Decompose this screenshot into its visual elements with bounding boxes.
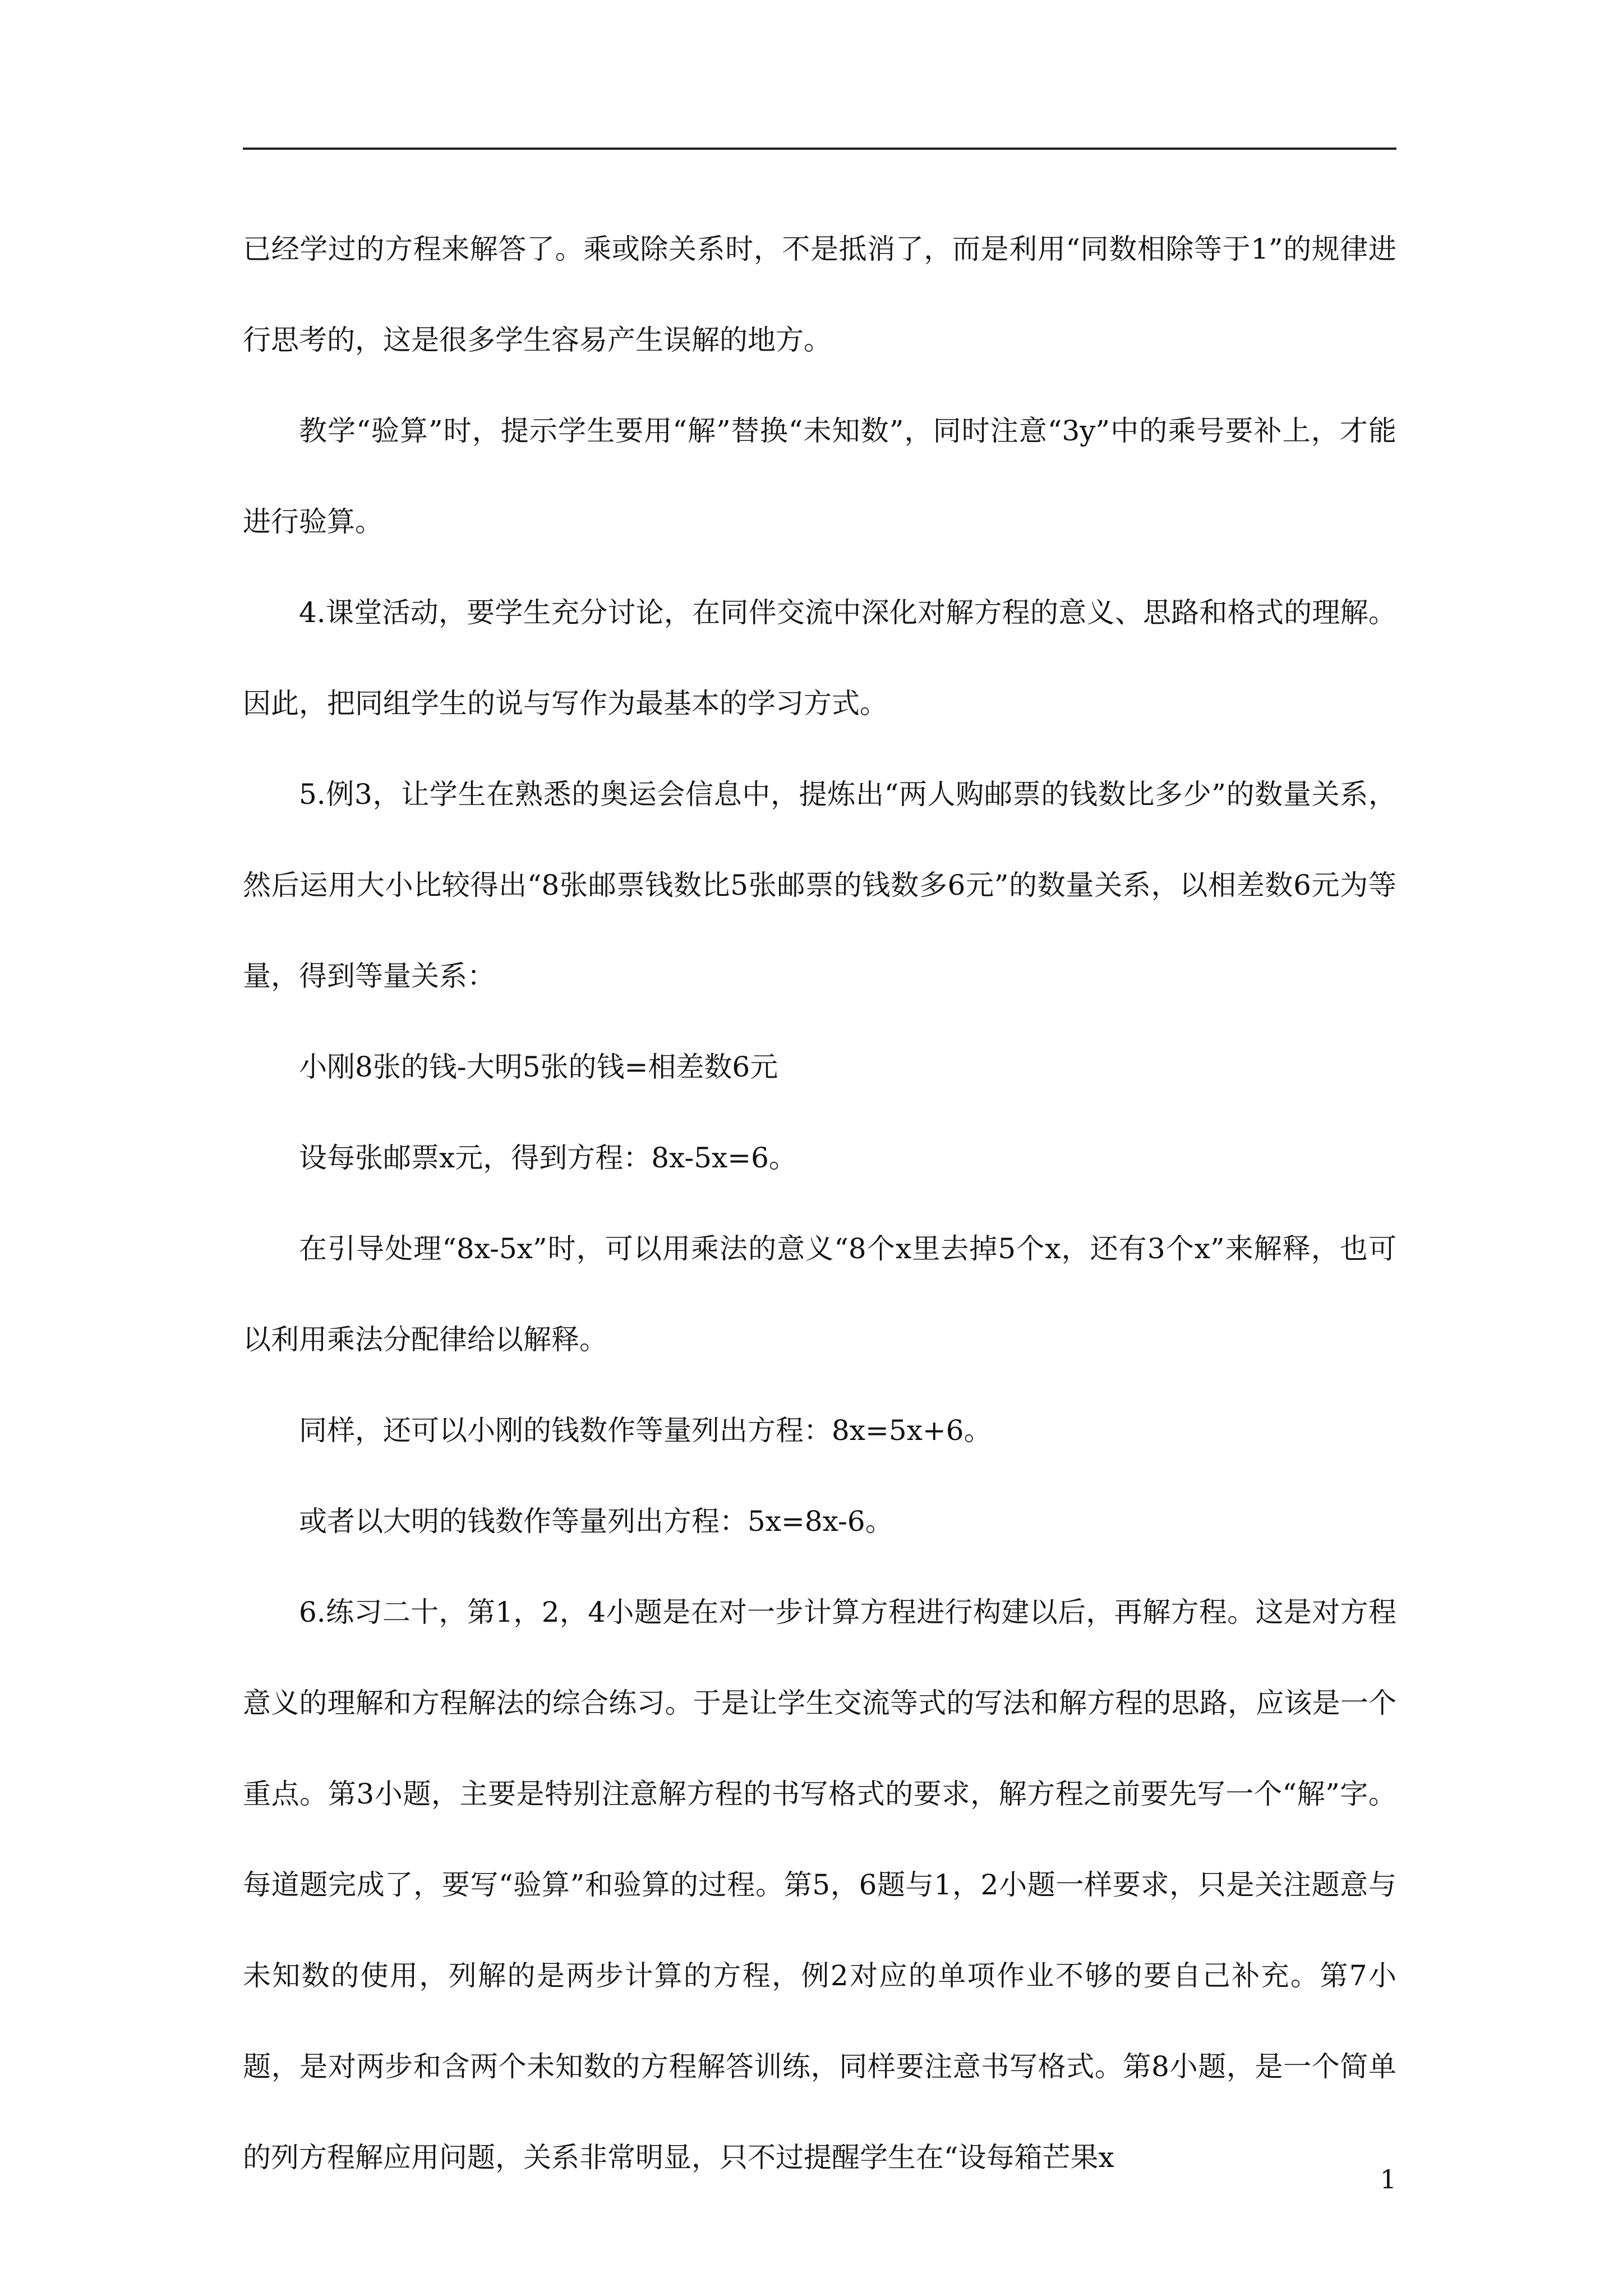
- paragraph-explanation: 在引导处理“8x-5x”时，可以用乘法的意义“8个x里去掉5个x，还有3个x”来解释，也可以利用乘法分配律给以解释。: [243, 1232, 1396, 1356]
- paragraph-exercise-20: 6.练习二十，第1，2，4小题是在对一步计算方程进行构建以后，再解方程。这是对方程意义的理解和方程解法的综合练习。于是让学生交流等式的写法和解方程的思路，应该是一个重点。第3小题，主要是特别注意解方程的书写格式的要求，解方程之前要先写一个“解”字。每道题完成了，要写“验算”和验算的过程。第5，6题与1，2小题一样要求，只是关注题意与未知数的使用，列解的是两步计算的方程，例2对应的单项作业不够的要自己补充。第7小题，是对两步和含两个未知数的方程解答训练，同样要注意书写格式。第8小题，是一个简单的列方程解应用问题，关系非常明显，只不过提醒学生在“设每箱芒果x: [243, 1596, 1396, 2174]
- paragraph-equality-relation: 小刚8张的钱-大明5张的钱=相差数6元: [299, 1051, 778, 1083]
- document-body: [243, 204, 1396, 2203]
- paragraph-continuation: 已经学过的方程来解答了。乘或除关系时，不是抵消了，而是利用“同数相除等于1”的规律进行思考的，这是很多学生容易产生误解的地方。: [243, 233, 1396, 356]
- paragraph-example-3: 5.例3，让学生在熟悉的奥运会信息中，提炼出“两人购邮票的钱数比多少”的数量关系，然后运用大小比较得出“8张邮票钱数比5张邮票的钱数多6元”的数量关系，以相差数6元为等量，得到等量关系：: [243, 778, 1396, 992]
- page-number: 1: [1380, 2164, 1396, 2194]
- header-rule: [243, 148, 1396, 150]
- paragraph-classroom-activity: 4.课堂活动，要学生充分讨论，在同伴交流中深化对解方程的意义、思路和格式的理解。因此，把同组学生的说与写作为最基本的学习方式。: [243, 596, 1396, 720]
- paragraph-checking: 教学“验算”时，提示学生要用“解”替换“未知数”，同时注意“3y”中的乘号要补上，才能进行验算。: [243, 415, 1396, 538]
- paragraph-equation-daming: 或者以大明的钱数作等量列出方程：5x=8x-6。: [299, 1505, 893, 1538]
- paragraph-equation-xiaogang: 同样，还可以小刚的钱数作等量列出方程：8x=5x+6。: [299, 1414, 992, 1447]
- paragraph-set-variable: 设每张邮票x元，得到方程：8x-5x=6。: [299, 1142, 797, 1174]
